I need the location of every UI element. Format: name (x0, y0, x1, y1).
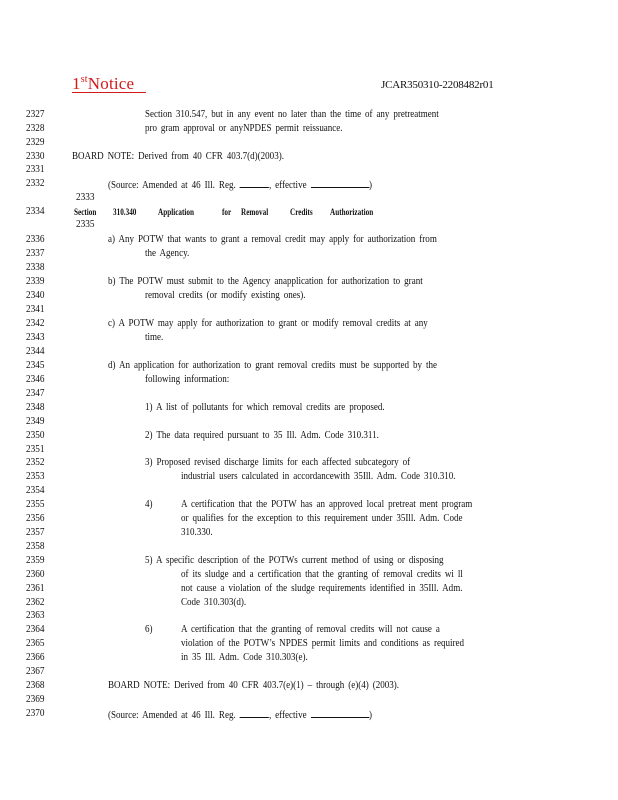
line-number: 2327 (26, 109, 45, 120)
section-heading-word: Removal (241, 207, 269, 217)
text-line: removal credits (or modify existing ones). (145, 290, 306, 301)
line-number: 2349 (26, 416, 45, 427)
source-label: (Source: Amended at 46 Ill. Reg. (108, 180, 236, 191)
line-number: 2365 (26, 638, 45, 649)
text-line: of its sludge and a certification that the granting of removal credits wi ll (181, 569, 463, 580)
line-number: 2344 (26, 346, 45, 357)
line-number: 2360 (26, 569, 45, 580)
line-number: 2336 (26, 234, 45, 245)
line-number: 2335 (76, 219, 95, 230)
text-line: Code 310.303(d). (181, 597, 247, 608)
line-number: 2363 (26, 610, 45, 621)
section-heading-number: 310.340 (113, 207, 137, 217)
notice-word: Notice (87, 74, 135, 93)
line-number: 2342 (26, 318, 45, 329)
section-heading-label: Section (74, 207, 97, 217)
line-number: 2346 (26, 374, 45, 385)
line-number: 2358 (26, 541, 45, 552)
line-number: 2345 (26, 360, 45, 371)
text-line: following information: (145, 374, 230, 385)
board-note: BOARD NOTE: Derived from 40 CFR 403.7(e)(1) – through (e)(4) (2003). (108, 680, 400, 691)
line-number: 2329 (26, 137, 45, 148)
line-number: 2332 (26, 178, 45, 189)
text-line: in 35 Ill. Adm. Code 310.303(e). (181, 652, 308, 663)
line-number: 2357 (26, 527, 45, 538)
list-item: 1) A list of pollutants for which removal credits are proposed. (145, 402, 385, 413)
line-number: 2367 (26, 666, 45, 677)
notice-label (72, 74, 134, 94)
line-number: 2370 (26, 708, 45, 719)
document-id: JCAR350310-2208482r01 (381, 79, 494, 91)
line-number: 2355 (26, 499, 45, 510)
effective-label: , effective (268, 710, 307, 721)
text-line: not cause a violation of the sludge requirements identified in 35Ill. Adm. (181, 583, 463, 594)
line-number: 2339 (26, 276, 45, 287)
source-label: (Source: Amended at 46 Ill. Reg. (108, 710, 236, 721)
line-number: 2352 (26, 457, 45, 468)
list-item: 3) Proposed revised discharge limits for each affected subcategory of (145, 457, 411, 468)
line-number: 2333 (76, 192, 95, 203)
line-number: 2340 (26, 290, 45, 301)
line-number: 2331 (26, 164, 45, 175)
line-number: 2348 (26, 402, 45, 413)
text-line: b) The POTW must submit to the Agency anapplication for authorization to grant (108, 276, 423, 287)
line-number: 2343 (26, 332, 45, 343)
text-line: d) An application for authorization to grant removal credits must be supported by the (108, 360, 438, 371)
list-item-number: 6) (145, 624, 153, 635)
list-item: 5) A specific description of the POTWs current method of using or disposing (145, 555, 444, 566)
line-number: 2368 (26, 680, 45, 691)
text-line: time. (145, 332, 164, 343)
text-line: a) Any POTW that wants to grant a removal credit may apply for authorization from (108, 234, 437, 245)
text-line: pro gram approval or anyNPDES permit reissuance. (145, 123, 343, 134)
text-line: Section 310.547, but in any event no later than the time of any pretreatment (145, 109, 439, 120)
text-line: 310.330. (181, 527, 213, 538)
notice-underline (72, 92, 146, 93)
line-number: 2347 (26, 388, 45, 399)
line-number: 2354 (26, 485, 45, 496)
section-heading-word: Application (158, 207, 195, 217)
line-number: 2338 (26, 262, 45, 273)
line-number: 2359 (26, 555, 45, 566)
blank-line (311, 178, 369, 188)
line-number: 2362 (26, 597, 45, 608)
line-number: 2356 (26, 513, 45, 524)
line-number: 2334 (26, 206, 45, 217)
source-line (108, 708, 372, 721)
line-number: 2341 (26, 304, 45, 315)
text-line: A certification that the granting of removal credits will not cause a (181, 624, 440, 635)
line-number: 2328 (26, 123, 45, 134)
text-line: A certification that the POTW has an approved local pretreat ment program (181, 499, 473, 510)
section-heading-word: for (222, 207, 232, 217)
board-note: BOARD NOTE: Derived from 40 CFR 403.7(d)(2003). (72, 151, 284, 162)
source-close: ) (369, 180, 373, 191)
text-line: or qualifies for the exception to this requirement under 35Ill. Adm. Code (181, 513, 463, 524)
line-number: 2361 (26, 583, 45, 594)
line-number: 2350 (26, 430, 45, 441)
list-item: 2) The data required pursuant to 35 Ill. Adm. Code 310.311. (145, 430, 379, 441)
text-line: violation of the POTW’s NPDES permit limits and conditions as required (181, 638, 465, 649)
line-number: 2369 (26, 694, 45, 705)
line-number: 2351 (26, 444, 45, 455)
line-number: 2330 (26, 151, 45, 162)
effective-label: , effective (268, 180, 307, 191)
list-item-number: 4) (145, 499, 153, 510)
section-heading-word: Credits (290, 207, 313, 217)
line-number: 2337 (26, 248, 45, 259)
text-line: the Agency. (145, 248, 190, 259)
line-number: 2364 (26, 624, 45, 635)
blank-line (311, 708, 369, 718)
notice-prefix: 1 (72, 74, 81, 93)
line-number: 2366 (26, 652, 45, 663)
line-number: 2353 (26, 471, 45, 482)
source-line (108, 178, 372, 191)
section-heading-word: Authorization (330, 207, 374, 217)
text-line: industrial users calculated in accordancewith 35Ill. Adm. Code 310.310. (181, 471, 456, 482)
notice-superscript: st (80, 74, 88, 85)
source-close: ) (369, 710, 373, 721)
blank-line (240, 708, 269, 718)
text-line: c) A POTW may apply for authorization to grant or modify removal credits at any (108, 318, 428, 329)
blank-line (240, 178, 269, 188)
